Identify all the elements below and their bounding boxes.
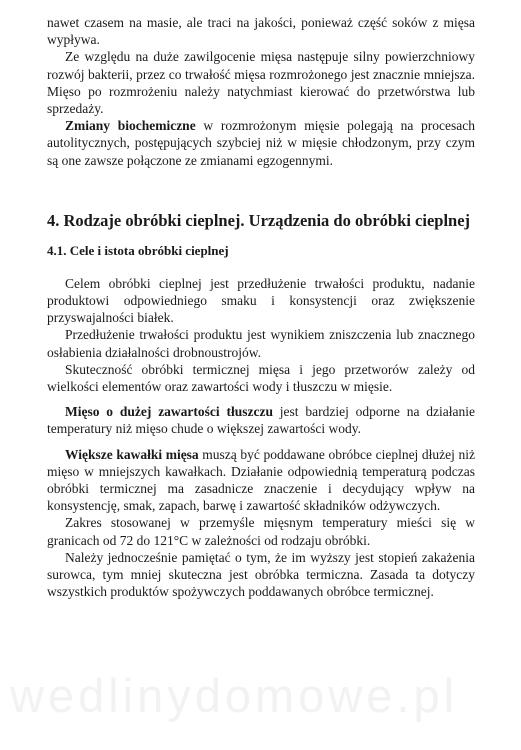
watermark: wedlinydomowe.pl: [10, 669, 459, 722]
page-content: [47, 14, 475, 600]
term-fatty-meat: Mięso o dużej zawartości tłuszczu: [65, 404, 273, 420]
term-larger-pieces: Większe kawałki mięsa: [65, 446, 199, 462]
paragraph-continuation: nawet czasem na masie, ale traci na jakości, ponieważ część soków z mięsa wypływa.: [47, 15, 475, 48]
paragraph-biochemical-changes: Zmiany biochemiczne w rozmrożonym mięsie polegają na procesach autolitycznych, postępujących szybciej niż w mięsie chłodzonym, przy czym są one zawsze połączone ze zmianami egzogennymi.: [47, 118, 475, 168]
term-biochemical-changes: Zmiany biochemiczne: [65, 118, 196, 134]
paragraph-shelf-life: Przedłużenie trwałości produktu jest wynikiem zniszczenia lub znacznego osłabienia działalności drobnoustrojów.: [47, 327, 475, 360]
paragraph-contamination: Należy jednocześnie pamiętać o tym, że im wyższy jest stopień zakażenia surowca, tym mniej skuteczna jest obróbka termiczna. Zasada ta dotyczy wszystkich produktów spożywczych poddawanych obróbce termicznej.: [47, 549, 475, 600]
paragraph-effectiveness: Skuteczność obróbki termicznej mięsa i jego przetworów zależy od wielkości elementów oraz zawartości wody i tłuszczu w mięsie.: [47, 361, 475, 395]
paragraph-larger-pieces: Większe kawałki mięsa muszą być poddawane obróbce cieplnej dłużej niż mięso w mniejszych kawałkach. Działanie odpowiednią temperaturą podczas obróbki termicznej ma zasadnicze znaczenie i decydujący wpływ na konsystencję, smak, zapach, barwę i zawartość składników odżywczych.: [47, 446, 475, 514]
paragraph-goal: Celem obróbki cieplnej jest przedłużenie trwałości produktu, nadanie produktowi odpowiedniego smaku i konsystencji oraz zwiększenie przyswajalności białek.: [47, 275, 475, 326]
section-heading: 4. Rodzaje obróbki cieplnej. Urządzenia do obróbki cieplnej: [47, 210, 471, 230]
subsection-heading: 4.1. Cele i istota obróbki cieplnej: [47, 242, 229, 258]
paragraph-fat-content: Mięso o dużej zawartości tłuszczu jest bardziej odporne na działanie temperatury niż mięso chude o większej zawartości wody.: [47, 404, 476, 437]
paragraph-temperature-range: Zakres stosowanej w przemyśle mięsnym temperatury mieści się w granicach od 72 do 121°C w zależności od rodzaju obróbki.: [47, 515, 475, 548]
paragraph-moisture: Ze względu na duże zawilgocenie mięsa następuje silny powierzchniowy rozwój bakterii, przez co trwałość mięsa rozmrożonego jest znacznie mniejsza. Mięso po rozmrożeniu należy natychmiast kierować do przetwórstwa lub sprzedaży.: [47, 49, 475, 117]
